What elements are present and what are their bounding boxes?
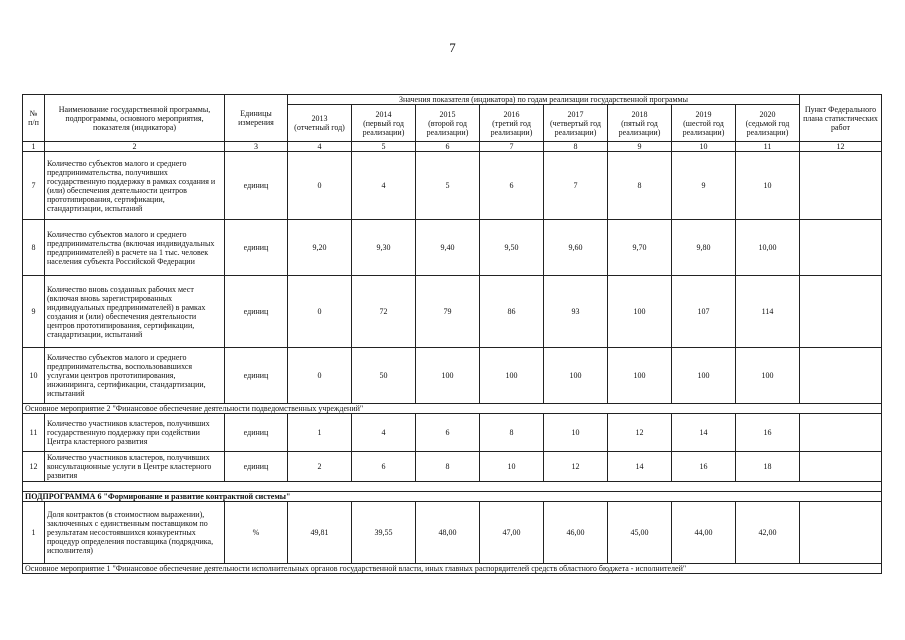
value-cell: 0 (288, 152, 352, 220)
value-cell: 39,55 (352, 502, 416, 564)
row-number: 10 (23, 348, 45, 404)
value-cell: 100 (608, 276, 672, 348)
table-row (23, 276, 882, 348)
value-cell: 9,50 (480, 220, 544, 276)
subprogram-row (23, 492, 882, 502)
header-year-2014 (352, 105, 416, 142)
header-year-2019 (672, 105, 736, 142)
value-cell: 107 (672, 276, 736, 348)
header-year-note: (отчетный год) (294, 123, 345, 132)
value-cell: 18 (736, 452, 800, 482)
value-cell: 5 (416, 152, 480, 220)
value-cell: 45,00 (608, 502, 672, 564)
header-year-label: 2013 (311, 114, 328, 123)
unit-cell: единиц (225, 220, 288, 276)
column-number: 4 (288, 142, 352, 152)
section-row-text: Основное мероприятие 2 "Финансовое обеспечение деятельности подведомственных учреждений" (23, 404, 882, 414)
section-row-text: Основное мероприятие 1 "Финансовое обеспечение деятельности исполнительных органов государственной власти, иных главных распорядителей средств областного бюджета - исполнителей" (23, 564, 882, 574)
page-number: 7 (449, 40, 456, 55)
value-cell: 0 (288, 276, 352, 348)
table-row (23, 220, 882, 276)
plan-cell (800, 452, 882, 482)
section-row (23, 404, 882, 414)
table-row (23, 502, 882, 564)
header-year-note: (третий год реализации) (490, 118, 533, 137)
value-cell: 16 (672, 452, 736, 482)
row-number: 11 (23, 414, 45, 452)
unit-cell: % (225, 502, 288, 564)
header-year-note: (шестой год реализации) (682, 118, 725, 137)
value-cell: 44,00 (672, 502, 736, 564)
value-cell: 9,40 (416, 220, 480, 276)
value-cell: 0 (288, 348, 352, 404)
header-year-note: (второй год реализации) (426, 118, 469, 137)
value-cell: 12 (608, 414, 672, 452)
header-year-2016 (480, 105, 544, 142)
value-cell: 86 (480, 276, 544, 348)
section-row (23, 564, 882, 574)
plan-cell (800, 502, 882, 564)
header-unit: Единицы измерения (225, 95, 288, 142)
indicator-name: Количество субъектов малого и среднего предпринимательства, получивших государственную поддержку в рамках создания и (или) обеспечения деятельности центров прототипирования, сертификации, стандартизации, испытаний (45, 152, 225, 220)
indicator-name: Количество участников кластеров, получивших государственную поддержку при содействии Центра кластерного развития (45, 414, 225, 452)
unit-cell: единиц (225, 152, 288, 220)
unit-cell: единиц (225, 414, 288, 452)
value-cell: 42,00 (736, 502, 800, 564)
value-cell: 4 (352, 152, 416, 220)
row-number: 12 (23, 452, 45, 482)
header-year-label: 2018 (631, 109, 648, 119)
header-year-label: 2015 (439, 109, 456, 119)
header-year-label: 2016 (503, 109, 520, 119)
header-name: Наименование государственной программы, подпрограммы, основного мероприятия, показателя (индикатора) (45, 95, 225, 142)
plan-cell (800, 348, 882, 404)
column-number: 6 (416, 142, 480, 152)
value-cell: 100 (416, 348, 480, 404)
value-cell: 100 (480, 348, 544, 404)
value-cell: 16 (736, 414, 800, 452)
header-year-2018 (608, 105, 672, 142)
header-year-note: (четвертый год реализации) (550, 118, 601, 137)
value-cell: 9,70 (608, 220, 672, 276)
value-cell: 6 (480, 152, 544, 220)
value-cell: 79 (416, 276, 480, 348)
indicator-name: Количество вновь созданных рабочих мест (включая вновь зарегистрированных индивидуальных предпринимателей) в рамках создания и (или) обеспечения деятельности центров прототипирования, сертификации, стандартизации, испытаний (45, 276, 225, 348)
column-number: 7 (480, 142, 544, 152)
header-num: № п/п (23, 95, 45, 142)
row-number: 7 (23, 152, 45, 220)
header-year-2015 (416, 105, 480, 142)
value-cell: 9,30 (352, 220, 416, 276)
value-cell: 7 (544, 152, 608, 220)
value-cell: 12 (544, 452, 608, 482)
value-cell: 14 (672, 414, 736, 452)
value-cell: 9 (672, 152, 736, 220)
unit-cell: единиц (225, 276, 288, 348)
column-number: 10 (672, 142, 736, 152)
column-number: 3 (225, 142, 288, 152)
column-number: 5 (352, 142, 416, 152)
table-row (23, 348, 882, 404)
table-row (23, 452, 882, 482)
plan-cell (800, 220, 882, 276)
column-number: 2 (45, 142, 225, 152)
value-cell: 10 (480, 452, 544, 482)
plan-cell (800, 414, 882, 452)
value-cell: 48,00 (416, 502, 480, 564)
empty-cell (23, 482, 882, 492)
value-cell: 10,00 (736, 220, 800, 276)
header-year-label: 2019 (695, 109, 712, 119)
value-cell: 6 (416, 414, 480, 452)
table-row (23, 414, 882, 452)
value-cell: 50 (352, 348, 416, 404)
value-cell: 72 (352, 276, 416, 348)
value-cell: 10 (736, 152, 800, 220)
header-year-2020 (736, 105, 800, 142)
value-cell: 4 (352, 414, 416, 452)
value-cell: 100 (672, 348, 736, 404)
value-cell: 114 (736, 276, 800, 348)
column-number: 1 (23, 142, 45, 152)
value-cell: 8 (416, 452, 480, 482)
value-cell: 9,80 (672, 220, 736, 276)
subprogram-row-text: ПОДПРОГРАММА 6 "Формирование и развитие контрактной системы" (23, 492, 882, 502)
indicator-name: Количество участников кластеров, получивших консультационные услуги в Центре кластерного развития (45, 452, 225, 482)
indicator-name: Доля контрактов (в стоимостном выражении), заключенных с единственным поставщиком по результатам несостоявшихся конкурентных процедур определения поставщика (подрядчика, исполнителя) (45, 502, 225, 564)
plan-cell (800, 276, 882, 348)
value-cell: 8 (608, 152, 672, 220)
header-year-label: 2017 (567, 109, 584, 119)
header-values-group: Значения показателя (индикатора) по годам реализации государственной программы (288, 95, 800, 105)
header-plan: Пункт Федерального плана статистических работ (800, 95, 882, 142)
unit-cell: единиц (225, 452, 288, 482)
value-cell: 100 (544, 348, 608, 404)
value-cell: 9,60 (544, 220, 608, 276)
value-cell: 8 (480, 414, 544, 452)
value-cell: 47,00 (480, 502, 544, 564)
row-number: 1 (23, 502, 45, 564)
value-cell: 49,81 (288, 502, 352, 564)
header-year-note: (седьмой год реализации) (745, 118, 790, 137)
value-cell: 1 (288, 414, 352, 452)
value-cell: 9,20 (288, 220, 352, 276)
column-number: 9 (608, 142, 672, 152)
unit-cell: единиц (225, 348, 288, 404)
header-year-note: (пятый год реализации) (618, 118, 661, 137)
row-number: 9 (23, 276, 45, 348)
table-row (23, 152, 882, 220)
header-year-label: 2020 (759, 109, 776, 119)
value-cell: 14 (608, 452, 672, 482)
header-year-2013 (288, 105, 352, 142)
header-year-2017 (544, 105, 608, 142)
column-number: 12 (800, 142, 882, 152)
value-cell: 10 (544, 414, 608, 452)
indicator-name: Количество субъектов малого и среднего предпринимательства (включая индивидуальных предпринимателей) в расчете на 1 тыс. человек населения субъекта Российской Федерации (45, 220, 225, 276)
value-cell: 100 (608, 348, 672, 404)
indicator-name: Количество субъектов малого и среднего предпринимательства, воспользовавшихся услугами центров прототипирования, инжиниринга, сертификации, стандартизации, испытаний (45, 348, 225, 404)
header-year-label: 2014 (375, 109, 392, 119)
value-cell: 2 (288, 452, 352, 482)
value-cell: 100 (736, 348, 800, 404)
plan-cell (800, 152, 882, 220)
column-number: 8 (544, 142, 608, 152)
value-cell: 6 (352, 452, 416, 482)
value-cell: 93 (544, 276, 608, 348)
column-number: 11 (736, 142, 800, 152)
indicators-table (22, 94, 882, 574)
empty-row (23, 482, 882, 492)
value-cell: 46,00 (544, 502, 608, 564)
row-number: 8 (23, 220, 45, 276)
header-year-note: (первый год реализации) (362, 118, 405, 137)
